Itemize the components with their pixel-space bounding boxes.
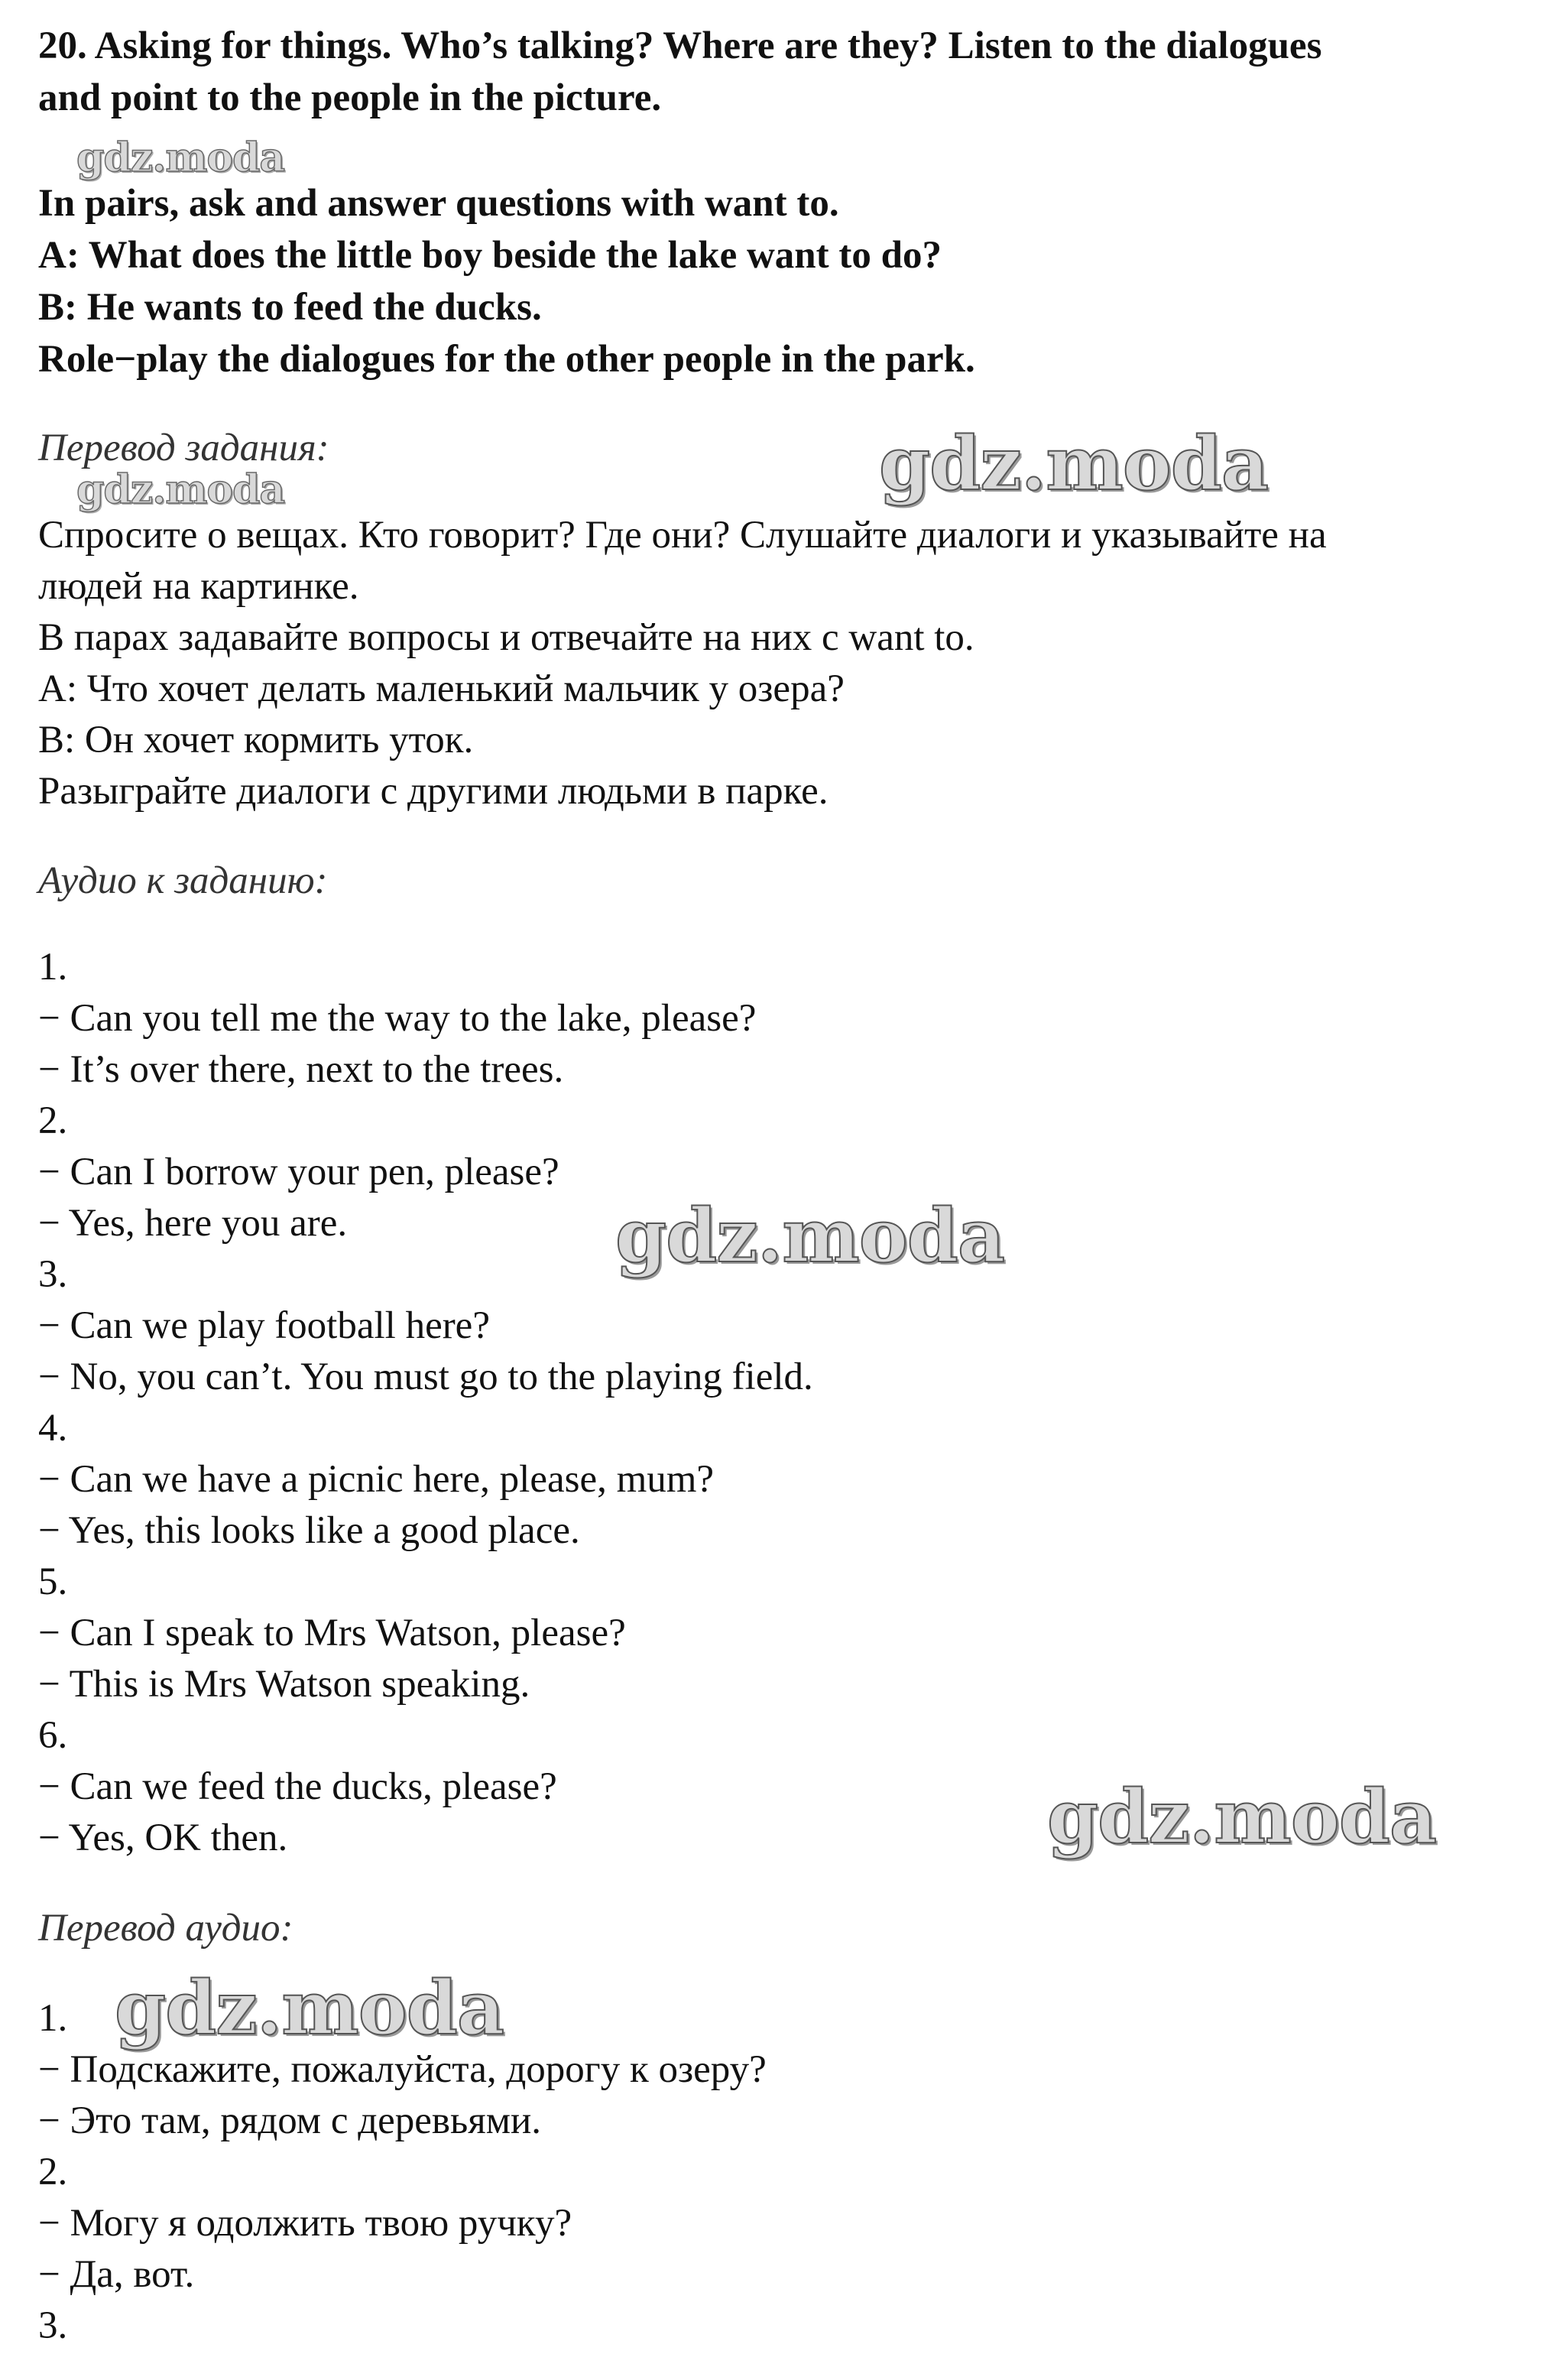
audio-label: Аудио к заданию:: [38, 859, 328, 902]
watermark-logo: gdz.moda: [76, 135, 285, 181]
audio-line: − Can we play football here?: [38, 1304, 490, 1347]
task-instruction: In pairs, ask and answer questions with want to.: [38, 182, 839, 225]
audio-line: − Yes, here you are.: [38, 1202, 348, 1245]
audio-translation-line: − Это там, рядом с деревьями.: [38, 2099, 542, 2142]
audio-line: 4.: [38, 1407, 68, 1450]
task-example-question: A: What does the little boy beside the lake want to do?: [38, 234, 942, 277]
audio-translation-line: 3.: [38, 2304, 68, 2347]
audio-line: − Can I speak to Mrs Watson, please?: [38, 1612, 626, 1654]
audio-line: 5.: [38, 1560, 68, 1603]
translation-line: В: Он хочет кормить уток.: [38, 719, 474, 761]
audio-translation-line: 2.: [38, 2151, 68, 2193]
audio-line: 2.: [38, 1099, 68, 1142]
watermark-logo: gdz.moda: [615, 1193, 1005, 1279]
audio-line: 3.: [38, 1253, 68, 1296]
audio-translation-line: 1.: [38, 1997, 68, 2040]
task-roleplay: Role−play the dialogues for the other people in the park.: [38, 338, 975, 381]
translation-label: Перевод задания:: [38, 427, 329, 469]
watermark-logo: gdz.moda: [1047, 1774, 1437, 1860]
audio-line: − Yes, OK then.: [38, 1817, 288, 1859]
audio-line: 6.: [38, 1714, 68, 1757]
translation-line: А: Что хочет делать маленький мальчик у озера?: [38, 667, 845, 710]
audio-translation-line: − Могу я одолжить твою ручку?: [38, 2202, 572, 2245]
audio-line: − Can I borrow your pen, please?: [38, 1151, 559, 1193]
audio-translation-line: − Подскажите, пожалуйста, дорогу к озеру?: [38, 2048, 767, 2091]
watermark-logo: gdz.moda: [879, 420, 1269, 507]
audio-translation-label: Перевод аудио:: [38, 1907, 293, 1950]
translation-line: Разыграйте диалоги с другими людьми в парке.: [38, 770, 829, 813]
audio-line: − Can you tell me the way to the lake, please?: [38, 997, 757, 1040]
watermark-logo: gdz.moda: [76, 466, 285, 513]
audio-line: − This is Mrs Watson speaking.: [38, 1663, 530, 1706]
translation-line: людей на картинке.: [38, 565, 359, 608]
task-heading-line-1: 20. Asking for things. Who’s talking? Where are they? Listen to the dialogues: [38, 24, 1322, 67]
audio-line: − No, you can’t. You must go to the playing field.: [38, 1356, 813, 1398]
audio-line: − It’s over there, next to the trees.: [38, 1048, 564, 1091]
audio-line: − Can we feed the ducks, please?: [38, 1765, 557, 1808]
audio-line: 1.: [38, 946, 68, 989]
audio-translation-line: − Да, вот.: [38, 2253, 195, 2296]
task-heading-line-2: and point to the people in the picture.: [38, 76, 662, 119]
translation-line: В парах задавайте вопросы и отвечайте на них с want to.: [38, 616, 974, 659]
audio-line: − Can we have a picnic here, please, mum?: [38, 1458, 715, 1501]
translation-line: Спросите о вещах. Кто говорит? Где они? Слушайте диалоги и указывайте на: [38, 514, 1327, 557]
audio-line: − Yes, this looks like a good place.: [38, 1509, 580, 1552]
watermark-logo: gdz.moda: [115, 1965, 504, 2051]
task-example-answer: B: He wants to feed the ducks.: [38, 286, 542, 329]
